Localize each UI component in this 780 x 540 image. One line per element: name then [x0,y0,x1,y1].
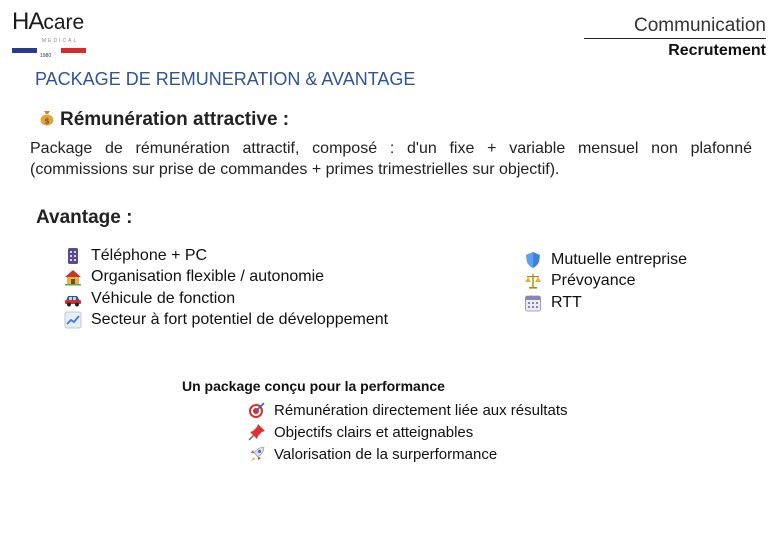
section-title: Communication [584,15,766,39]
list-item-label: Véhicule de fonction [91,289,236,307]
flag-blue [12,48,37,53]
chart-up-icon [64,311,82,329]
svg-text:$: $ [44,116,50,126]
rocket-icon [248,445,266,463]
list-item [248,443,567,465]
list-item-label: Organisation flexible / autonomie [91,268,325,286]
list-item-label: Téléphone + PC [91,246,208,264]
list-item [64,310,388,332]
performance-heading: Un package conçu pour la performance [182,378,445,394]
remuneration-heading [38,108,289,131]
list-item-label: Rémunération directement liée aux résultats [274,401,568,419]
avantage-list-right [524,249,687,314]
calendar-icon [524,294,542,312]
list-item-label: Secteur à fort potentiel de développement [91,311,389,329]
remuneration-description: Package de rémunération attractif, composé : d'un fixe + variable mensuel non plafonné (commissions sur prise de commandes + primes trimestrielles sur objectif). [30,140,752,178]
logo-wordmark [12,8,84,36]
list-item [248,421,567,443]
house-icon [64,268,82,286]
list-item [524,249,687,271]
list-item [64,288,388,310]
list-item-label: RTT [551,293,582,311]
list-item [524,271,687,293]
list-item [64,245,388,267]
logo-subtext: MEDICAL [42,38,79,44]
list-item-label: Mutuelle entreprise [551,250,688,268]
scales-icon [524,272,542,290]
list-item [248,399,567,421]
avantage-heading: Avantage : [36,207,133,228]
money-bag-icon [38,108,56,131]
page-title: PACKAGE DE REMUNERATION & AVANTAGE [35,69,416,89]
company-logo [12,8,92,58]
flag-red [61,48,86,53]
shield-icon [524,251,542,269]
remuneration-heading-text: Rémunération attractive : [60,108,290,130]
logo-year: 1980 [40,53,52,59]
list-item-label: Valorisation de la surperformance [274,445,498,463]
list-item-label: Objectifs clairs et atteignables [274,423,474,441]
logo-care: care [43,11,85,34]
target-icon [248,401,266,419]
list-item [524,292,687,314]
logo-main: HA [12,8,44,35]
avantage-list-left [64,245,388,331]
performance-list [248,399,567,465]
pushpin-icon [248,423,266,441]
list-item-label: Prévoyance [551,272,636,290]
list-item [64,267,388,289]
phone-icon [64,247,82,265]
subsection-title: Recrutement [668,42,766,59]
car-icon [64,290,82,308]
